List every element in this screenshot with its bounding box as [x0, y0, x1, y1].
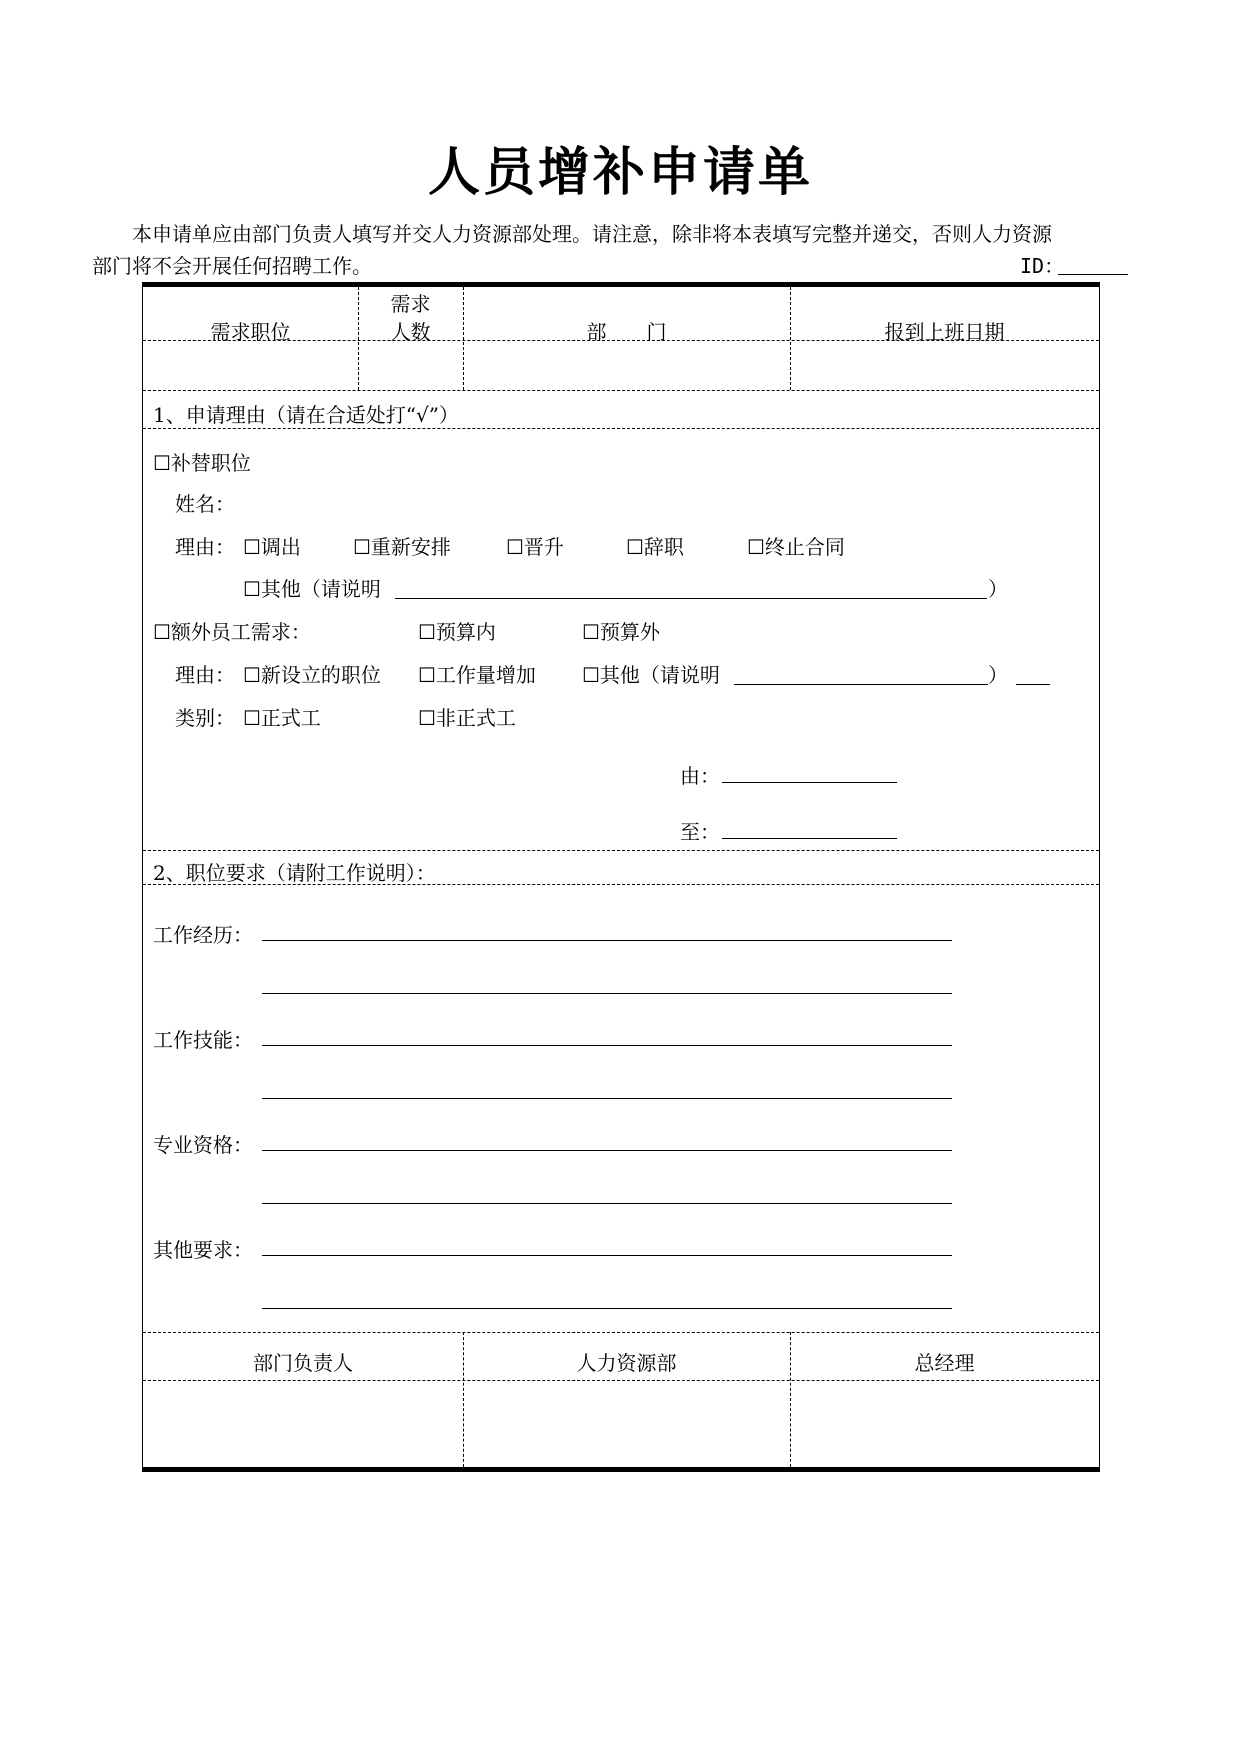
other-reason-field[interactable] — [395, 576, 987, 599]
header-department: 部 门 — [586, 320, 667, 344]
intro-line-2: 部门将不会开展任何招聘工作。 — [92, 254, 372, 278]
checkbox-budget-in[interactable]: ☐预算内 — [418, 620, 496, 644]
skills-field-2[interactable] — [262, 1076, 952, 1099]
other-extra-field[interactable] — [734, 662, 988, 685]
header-start-date: 报到上班日期 — [884, 320, 1005, 344]
checkbox-regular[interactable]: ☐正式工 — [243, 706, 321, 730]
header-position: 需求职位 — [210, 320, 291, 344]
section-requirements-heading: 2、职位要求（请附工作说明）： — [153, 861, 436, 885]
checkbox-replace[interactable]: ☐补替职位 — [153, 451, 251, 475]
checkbox-workload[interactable]: ☐工作量增加 — [418, 663, 536, 687]
row-divider — [143, 850, 1099, 851]
reason-label: 理由： — [175, 535, 235, 559]
qualification-label: 专业资格： — [153, 1133, 253, 1157]
checkbox-new-post[interactable]: ☐新设立的职位 — [243, 663, 381, 687]
headcount-field[interactable] — [361, 343, 461, 388]
signature-gm-field[interactable] — [793, 1384, 1097, 1466]
experience-label: 工作经历： — [153, 923, 253, 947]
from-label: 由： — [680, 764, 720, 788]
intro-line-1: 本申请单应由部门负责人填写并交人力资源部处理。请注意，除非将本表填写完整并递交，否则人力资源 — [132, 222, 1052, 246]
other-requirements-field-1[interactable] — [262, 1233, 952, 1256]
header-headcount-2: 人数 — [390, 320, 431, 344]
name-label: 姓名： — [175, 492, 235, 516]
to-label: 至： — [680, 820, 720, 844]
id-field[interactable] — [1058, 274, 1128, 275]
close-paren: ） — [988, 577, 1008, 601]
other-requirements-field-2[interactable] — [262, 1286, 952, 1309]
checkbox-terminate[interactable]: ☐终止合同 — [747, 535, 845, 559]
close-paren-extra: ） — [988, 663, 1008, 687]
intro-text — [92, 218, 1152, 282]
signature-dept-head-label: 部门负责人 — [253, 1351, 353, 1375]
signature-hr-label: 人力资源部 — [576, 1351, 677, 1375]
to-field[interactable] — [722, 816, 897, 839]
from-field[interactable] — [722, 760, 897, 783]
checkbox-temporary[interactable]: ☐非正式工 — [418, 706, 516, 730]
checkbox-transfer[interactable]: ☐调出 — [243, 535, 301, 559]
position-field[interactable] — [145, 343, 356, 388]
qualification-field-1[interactable] — [262, 1128, 952, 1151]
name-field[interactable] — [235, 486, 635, 514]
experience-field-1[interactable] — [262, 918, 952, 941]
skills-field-1[interactable] — [262, 1023, 952, 1046]
page-title: 人员增补申请单 — [427, 143, 813, 203]
row-divider — [143, 1332, 1099, 1333]
checkbox-rearrange[interactable]: ☐重新安排 — [353, 535, 451, 559]
checkbox-other-extra[interactable]: ☐其他（请说明 — [582, 663, 720, 687]
row-divider — [143, 1380, 1099, 1381]
checkbox-other-reason[interactable]: ☐其他（请说明 — [243, 577, 381, 601]
signature-hr-field[interactable] — [466, 1384, 788, 1466]
skills-label: 工作技能： — [153, 1028, 253, 1052]
department-field[interactable] — [466, 343, 788, 388]
checkbox-budget-out[interactable]: ☐预算外 — [582, 620, 660, 644]
id-label: ID： — [1020, 254, 1065, 278]
section-reason-heading: 1、申请理由（请在合适处打“√”） — [153, 403, 459, 427]
reason-label-extra: 理由： — [175, 663, 235, 687]
other-requirements-label: 其他要求： — [153, 1238, 253, 1262]
checkbox-extra-staff[interactable]: ☐额外员工需求： — [153, 620, 311, 644]
row-divider — [143, 390, 1099, 391]
qualification-field-2[interactable] — [262, 1181, 952, 1204]
header-headcount-1: 需求 — [390, 292, 431, 316]
extra-blank-field[interactable] — [1016, 662, 1050, 685]
checkbox-resign[interactable]: ☐辞职 — [626, 535, 684, 559]
experience-field-2[interactable] — [262, 971, 952, 994]
signature-dept-head-field[interactable] — [145, 1384, 461, 1466]
category-label: 类别： — [175, 706, 235, 730]
start-date-field[interactable] — [793, 343, 1097, 388]
signature-gm-label: 总经理 — [914, 1351, 975, 1375]
row-divider — [143, 428, 1099, 429]
checkbox-promotion[interactable]: ☐晋升 — [506, 535, 564, 559]
